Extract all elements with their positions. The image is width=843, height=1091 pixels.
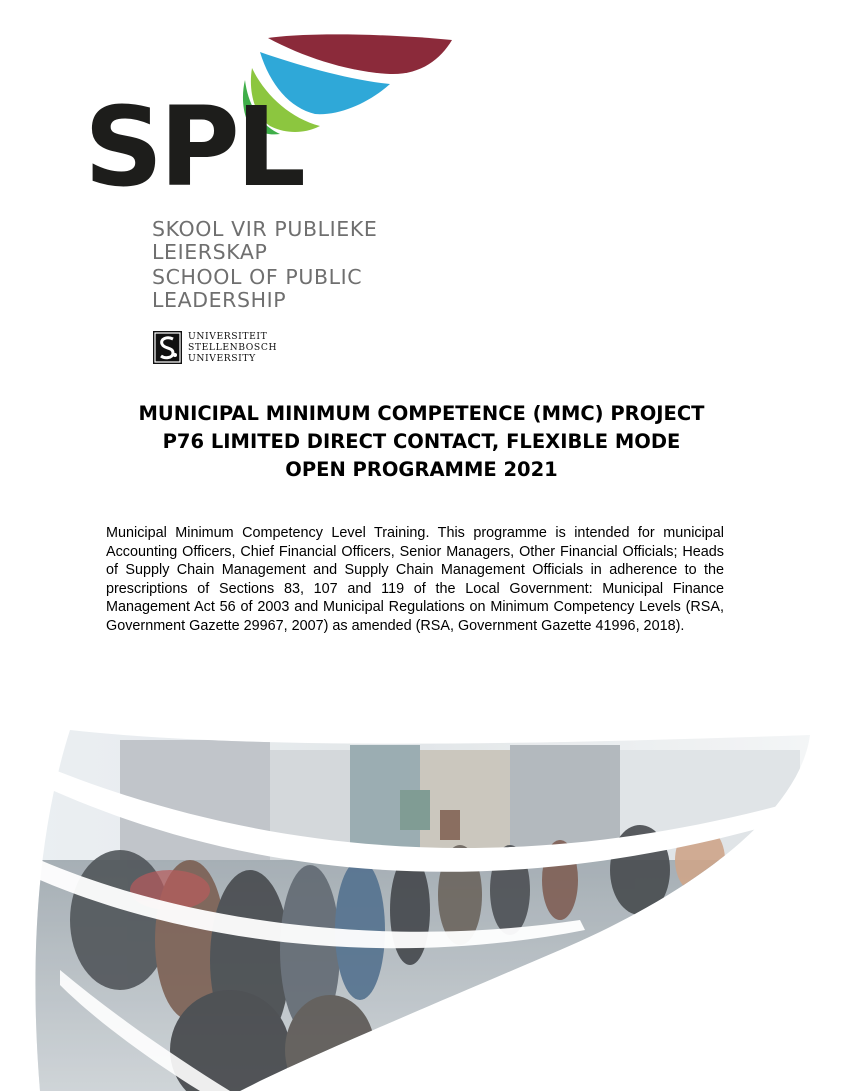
university-name-line: UNIVERSITEIT [188, 331, 268, 342]
street-crowd-photo [0, 720, 843, 1091]
page-title [0, 400, 843, 484]
school-name-line: SKOOL VIR PUBLIEKE [152, 217, 378, 241]
title-line: OPEN PROGRAMME 2021 [285, 458, 558, 481]
title-line: MUNICIPAL MINIMUM COMPETENCE (MMC) PROJECT [138, 402, 705, 425]
intro-paragraph: Municipal Minimum Competency Level Training. This programme is intended for municipal Accounting Officers, Chief Financial Officers, Senior Managers, Other Financial Officials; Heads of Supply Chain Management and Supply Chain Management Officials in adherence to the prescriptions of Sections 83, 107 and 119 of the Local Government: Municipal Finance Management Act 56 of 2003 and Municipal Regulations on Minimum Competency Levels (RSA, Government Gazette 29967, 2007) as amended (RSA, Government Gazette 41996, 2018). [106, 525, 724, 634]
school-name-line: SCHOOL OF PUBLIC [152, 265, 363, 289]
school-name [152, 218, 377, 312]
university-name-line: STELLENBOSCH [188, 342, 278, 353]
title-line: P76 LIMITED DIRECT CONTACT, FLEXIBLE MODE [162, 430, 681, 453]
school-name-line: LEIERSKAP [152, 240, 268, 264]
university-logo [153, 331, 277, 364]
school-name-line: LEADERSHIP [152, 288, 287, 312]
spl-logo-acronym: SPL [84, 83, 302, 211]
university-name [188, 331, 277, 364]
stellenbosch-crest-icon [153, 331, 182, 364]
university-name-line: UNIVERSITY [188, 353, 256, 364]
